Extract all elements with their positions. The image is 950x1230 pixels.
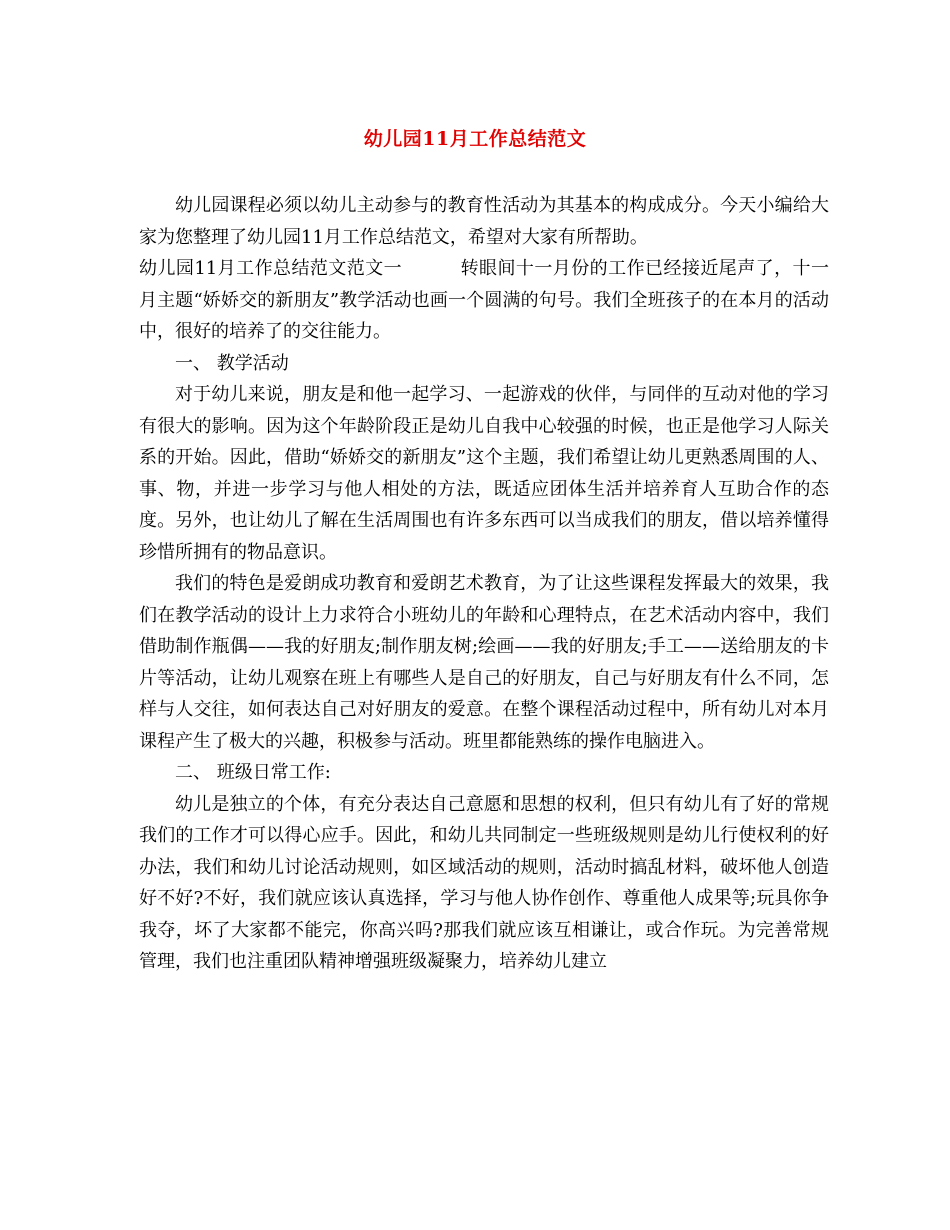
- document-title: 幼儿园11月工作总结范文: [363, 128, 587, 150]
- section-label: 幼儿园11月工作总结范文范文一: [139, 258, 403, 279]
- paragraph-2: 我们的特色是爱朗成功教育和爱朗艺术教育，为了让这些课程发挥最大的效果，我们在教学活动的设计上力求符合小班幼儿的年龄和心理特点，在艺术活动内容中，我们借助制作瓶偶——我的好朋友;制作朋友树;绘画——我的好朋友;手工——送给朋友的卡片等活动，让幼儿观察在班上有哪些人是自己的好朋友，自己与好朋友有什么不同，怎样与人交往，如何表达自己对好朋友的爱意。在整个课程活动过程中，所有幼儿对本月课程产生了极大的兴趣，积极参与活动。班里都能熟练的操作电脑进入。: [139, 573, 829, 752]
- heading-class-routine: 二、 班级日常工作:: [175, 762, 331, 783]
- paragraph-3: 幼儿是独立的个体，有充分表达自己意愿和思想的权利，但只有幼儿有了好的常规我们的工作才可以得心应手。因此，和幼儿共同制定一些班级规则是幼儿行使权利的好办法，我们和幼儿讨论活动规则，如区域活动的规则，活动时搞乱材料，破坏他人创造好不好?不好，我们就应该认真选择，学习与他人协作创作、尊重他人成果等;玩具你争我夺，坏了大家都不能完，你高兴吗?那我们就应该互相谦让，或合作玩。为完善常规管理，我们也注重团队精神增强班级凝聚力，培养幼儿建立: [139, 793, 829, 972]
- section-intro-paragraph: [139, 253, 829, 348]
- document-body: [139, 190, 829, 978]
- paragraph-1: 对于幼儿来说，朋友是和他一起学习、一起游戏的伙伴，与同伴的互动对他的学习有很大的影响。因为这个年龄阶段正是幼儿自我中心较强的时候，也正是他学习人际关系的开始。因此，借助“娇娇交的新朋友”这个主题，我们希望让幼儿更熟悉周围的人、事、物，并进一步学习与他人相处的方法，既适应团体生活并培养育人互助合作的态度。另外，也让幼儿了解在生活周围也有许多东西可以当成我们的朋友，借以培养懂得珍惜所拥有的物品意识。: [139, 384, 829, 563]
- intro-paragraph: 幼儿园课程必须以幼儿主动参与的教育性活动为其基本的构成成分。今天小编给大家为您整理了幼儿园11月工作总结范文，希望对大家有所帮助。: [139, 195, 829, 248]
- section-intro-text: 转眼间十一月份的工作已经接近尾声了，十一月主题“娇娇交的新朋友”教学活动也画一个圆满的句号。我们全班孩子的在本月的活动中，很好的培养了的交往能力。: [139, 258, 830, 342]
- heading-teaching-activities: 一、 教学活动: [175, 352, 289, 374]
